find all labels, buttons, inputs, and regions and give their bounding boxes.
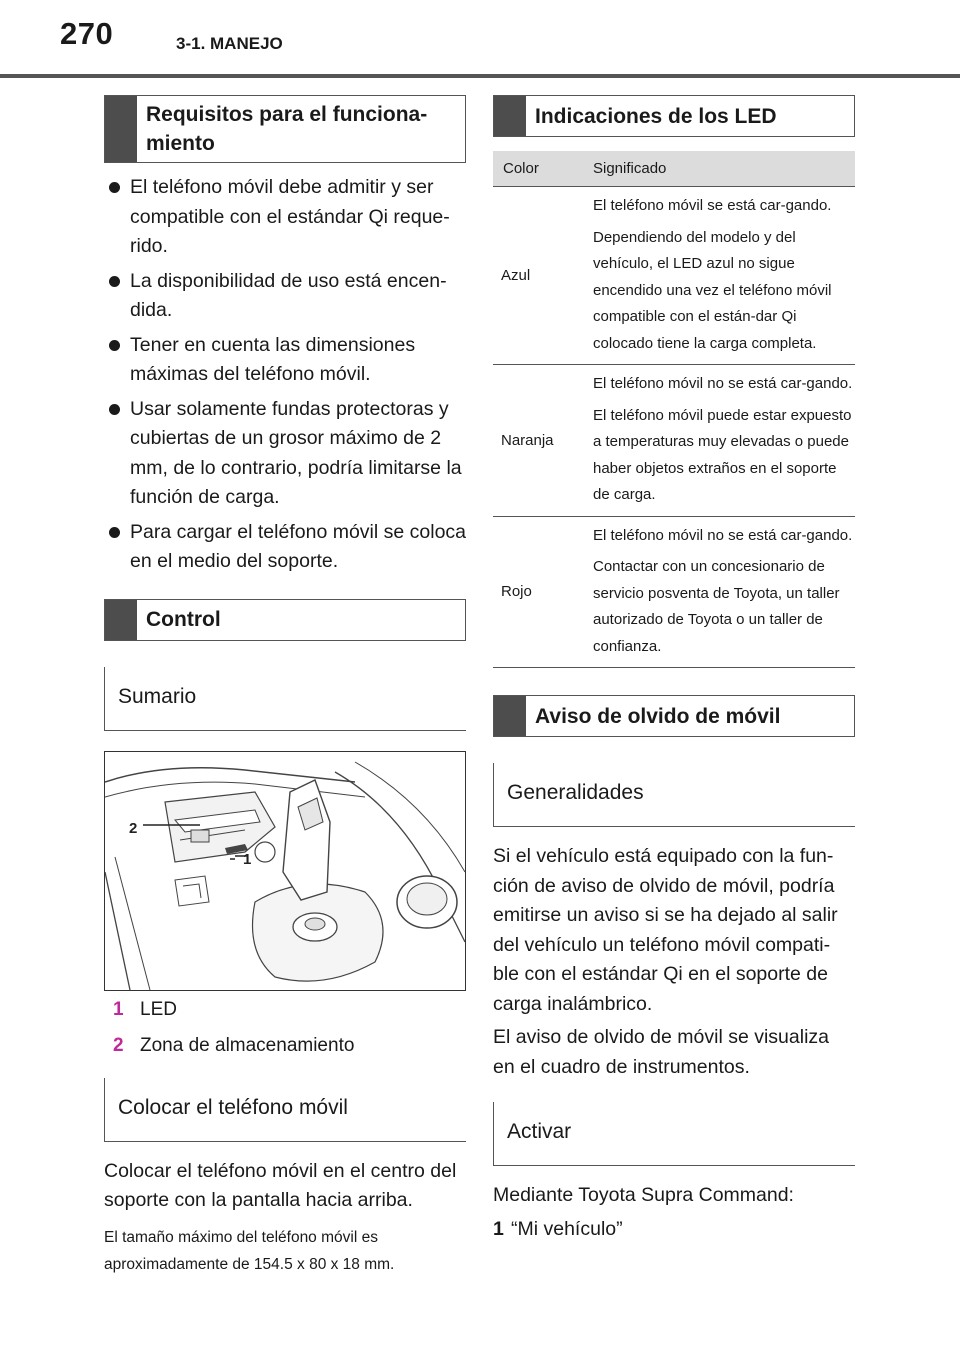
cell-meaning bbox=[593, 365, 855, 516]
meaning-line: El teléfono móvil no se está car-gando. bbox=[593, 375, 853, 392]
heading-requisitos bbox=[104, 95, 466, 163]
legend-text: Zona de almacenamiento bbox=[140, 1034, 355, 1056]
legend-row bbox=[104, 998, 466, 1022]
console-illustration bbox=[104, 751, 466, 991]
left-column bbox=[104, 95, 466, 1278]
legend-text: LED bbox=[140, 998, 177, 1020]
table-row bbox=[493, 365, 855, 517]
heading-bar bbox=[494, 696, 526, 736]
generalidades-paragraph-2: El aviso de olvido de móvil se visualiza en el cuadro de instrumentos. bbox=[493, 1026, 829, 1078]
generalidades-paragraph: Si el vehículo está equipado con la fun-ción de aviso de olvido de móvil, podría emitirse un aviso si se ha dejado al salir del vehículo un teléfono móvil compati-ble con el estándar Qi en el soporte de carga inalámbrico. bbox=[493, 845, 838, 1015]
subheading-colocar: Colocar el teléfono móvil bbox=[104, 1078, 466, 1142]
callout-2: 2 bbox=[129, 819, 138, 837]
list-item: El teléfono móvil debe admitir y ser compatible con el estándar Qi reque-rido. bbox=[104, 173, 466, 262]
heading-bar bbox=[105, 96, 137, 162]
page-number: 270 bbox=[60, 16, 114, 51]
heading-control-title: Control bbox=[146, 608, 221, 631]
page-header bbox=[0, 0, 960, 78]
meaning-line: Dependiendo del modelo y del vehículo, el LED azul no sigue encendido una vez el teléfono móvil compatible con el están-dar Qi colocado tiene la carga completa. bbox=[593, 228, 832, 352]
step-number: 1 bbox=[493, 1217, 504, 1240]
table-row bbox=[493, 517, 855, 669]
heading-aviso bbox=[493, 695, 855, 737]
list-item: La disponibilidad de uso está encen-dida. bbox=[104, 267, 466, 326]
header-rule bbox=[0, 74, 960, 78]
heading-led-title: Indicaciones de los LED bbox=[535, 104, 777, 128]
subheading-sumario: Sumario bbox=[104, 667, 466, 731]
list-item: Usar solamente fundas protectoras y cubiertas de un grosor máximo de 2 mm, de lo contrario, podría limitarse la función de carga. bbox=[104, 395, 466, 513]
meaning-line: El teléfono móvil se está car-gando. bbox=[593, 197, 832, 214]
legend-number: 1 bbox=[113, 998, 124, 1020]
cell-color: Naranja bbox=[501, 431, 554, 449]
heading-led bbox=[493, 95, 855, 137]
meaning-line: Contactar con un concesionario de servicio posventa de Toyota, un taller autorizado de Toyota o un taller de confianza. bbox=[593, 558, 840, 655]
header-significado: Significado bbox=[593, 160, 667, 177]
heading-bar bbox=[494, 96, 526, 136]
callout-1: 1 bbox=[243, 850, 252, 868]
right-column bbox=[493, 95, 855, 1243]
size-note: El tamaño máximo del teléfono móvil es aproximadamente de 154.5 x 80 x 18 mm. bbox=[104, 1228, 395, 1273]
table-row bbox=[493, 187, 855, 365]
list-item: Para cargar el teléfono móvil se coloca en el medio del soporte. bbox=[104, 518, 466, 577]
step-item bbox=[493, 1215, 855, 1243]
heading-control bbox=[104, 599, 466, 641]
header-color: Color bbox=[503, 160, 539, 177]
activar-paragraph: Mediante Toyota Supra Command: bbox=[493, 1184, 794, 1206]
console-drawing bbox=[105, 752, 465, 990]
heading-bar bbox=[105, 600, 137, 640]
meaning-line: El teléfono móvil puede estar expuesto a temperaturas muy elevadas o puede haber objetos extraños en el soporte de carga. bbox=[593, 406, 852, 503]
legend-number: 2 bbox=[113, 1034, 124, 1056]
cell-color: Rojo bbox=[501, 583, 532, 601]
heading-aviso-title: Aviso de olvido de móvil bbox=[535, 704, 781, 728]
subheading-activar: Activar bbox=[493, 1102, 855, 1166]
section-title: 3-1. MANEJO bbox=[176, 34, 283, 53]
meaning-line: El teléfono móvil no se está car-gando. bbox=[593, 526, 853, 544]
figure-legend bbox=[104, 998, 466, 1058]
subheading-generalidades: Generalidades bbox=[493, 763, 855, 827]
legend-row bbox=[104, 1034, 466, 1058]
cell-color: Azul bbox=[501, 267, 531, 284]
list-item: Tener en cuenta las dimensiones máximas del teléfono móvil. bbox=[104, 331, 466, 390]
led-table bbox=[493, 151, 855, 668]
table-header bbox=[493, 151, 855, 187]
colocar-paragraph: Colocar el teléfono móvil en el centro del soporte con la pantalla hacia arriba. bbox=[104, 1159, 457, 1211]
cell-meaning bbox=[593, 517, 855, 668]
requirements-list bbox=[104, 173, 466, 577]
heading-requisitos-title: Requisitos para el funciona- miento bbox=[146, 103, 428, 155]
step-text: “Mi vehículo” bbox=[511, 1217, 623, 1240]
cell-meaning bbox=[593, 187, 855, 364]
